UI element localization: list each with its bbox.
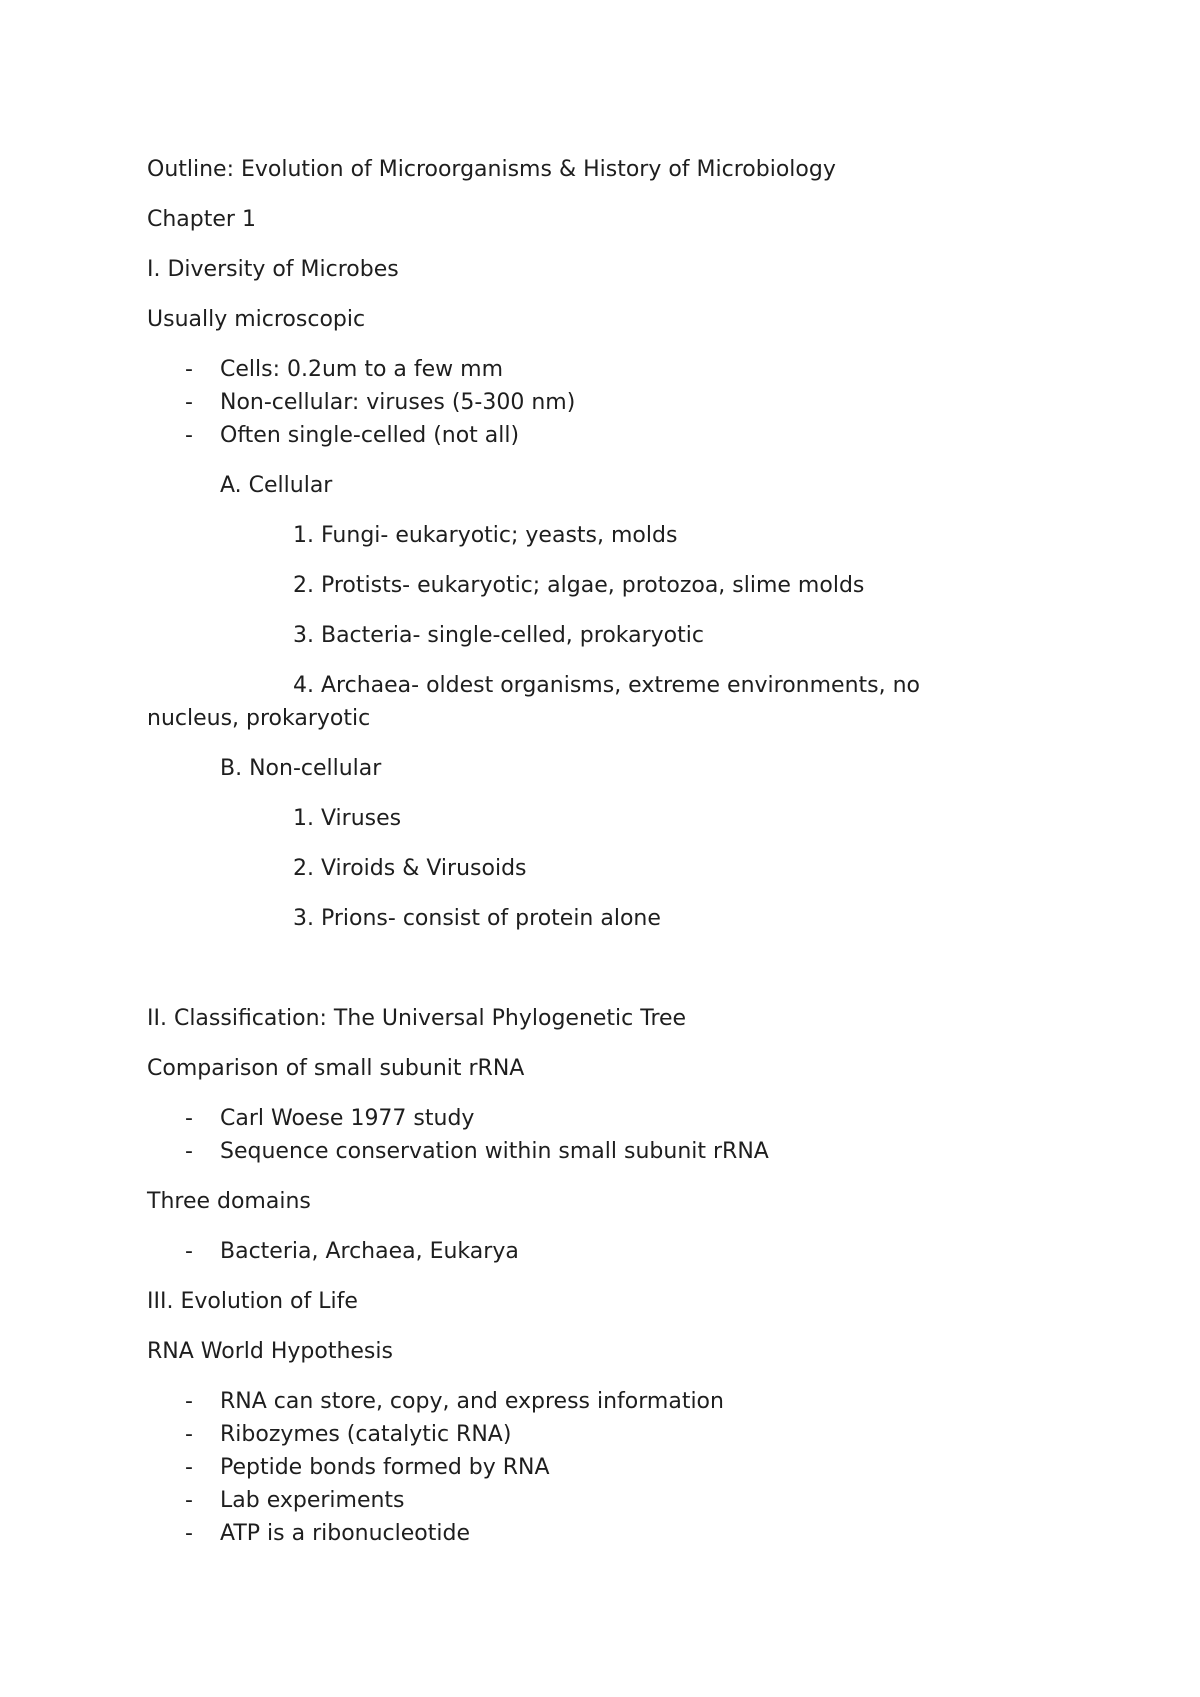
bullet-item: ATP is a ribonucleotide <box>220 1521 470 1546</box>
bullet-item: Carl Woese 1977 study <box>220 1106 475 1131</box>
bullet-dash: - <box>185 1488 193 1513</box>
list-item: 1. Viruses <box>293 806 402 831</box>
subsection-noncellular-heading: B. Non-cellular <box>220 756 382 781</box>
bullet-item: RNA can store, copy, and express information <box>220 1389 724 1414</box>
bullet-dash: - <box>185 357 193 382</box>
bullet-item: Sequence conservation within small subunit rRNA <box>220 1139 769 1164</box>
chapter-label: Chapter 1 <box>147 207 256 232</box>
list-item: 4. Archaea- oldest organisms, extreme environments, no <box>293 673 920 698</box>
bullet-dash: - <box>185 1139 193 1164</box>
list-item: 3. Prions- consist of protein alone <box>293 906 661 931</box>
bullet-dash: - <box>185 1239 193 1264</box>
list-item: 1. Fungi- eukaryotic; yeasts, molds <box>293 523 678 548</box>
section-3-intro: RNA World Hypothesis <box>147 1339 393 1364</box>
document-title: Outline: Evolution of Microorganisms & History of Microbiology <box>147 157 836 182</box>
bullet-item: Bacteria, Archaea, Eukarya <box>220 1239 519 1264</box>
bullet-item: Ribozymes (catalytic RNA) <box>220 1422 512 1447</box>
bullet-dash: - <box>185 1389 193 1414</box>
section-2-intro: Comparison of small subunit rRNA <box>147 1056 525 1081</box>
section-2-heading: II. Classification: The Universal Phylogenetic Tree <box>147 1006 687 1031</box>
list-item: 2. Protists- eukaryotic; algae, protozoa, slime molds <box>293 573 865 598</box>
section-1-intro: Usually microscopic <box>147 307 366 332</box>
section-3-heading: III. Evolution of Life <box>147 1289 358 1314</box>
domains-heading: Three domains <box>147 1189 311 1214</box>
bullet-item: Non-cellular: viruses (5-300 nm) <box>220 390 576 415</box>
bullet-item: Lab experiments <box>220 1488 405 1513</box>
list-item-continuation: nucleus, prokaryotic <box>147 706 371 731</box>
bullet-dash: - <box>185 1521 193 1546</box>
bullet-dash: - <box>185 1106 193 1131</box>
list-item: 3. Bacteria- single-celled, prokaryotic <box>293 623 704 648</box>
list-item: 2. Viroids & Virusoids <box>293 856 527 881</box>
bullet-dash: - <box>185 1455 193 1480</box>
bullet-item: Cells: 0.2um to a few mm <box>220 357 504 382</box>
bullet-dash: - <box>185 423 193 448</box>
bullet-dash: - <box>185 1422 193 1447</box>
bullet-item: Peptide bonds formed by RNA <box>220 1455 550 1480</box>
bullet-item: Often single-celled (not all) <box>220 423 520 448</box>
bullet-dash: - <box>185 390 193 415</box>
section-1-heading: I. Diversity of Microbes <box>147 257 399 282</box>
subsection-cellular-heading: A. Cellular <box>220 473 333 498</box>
